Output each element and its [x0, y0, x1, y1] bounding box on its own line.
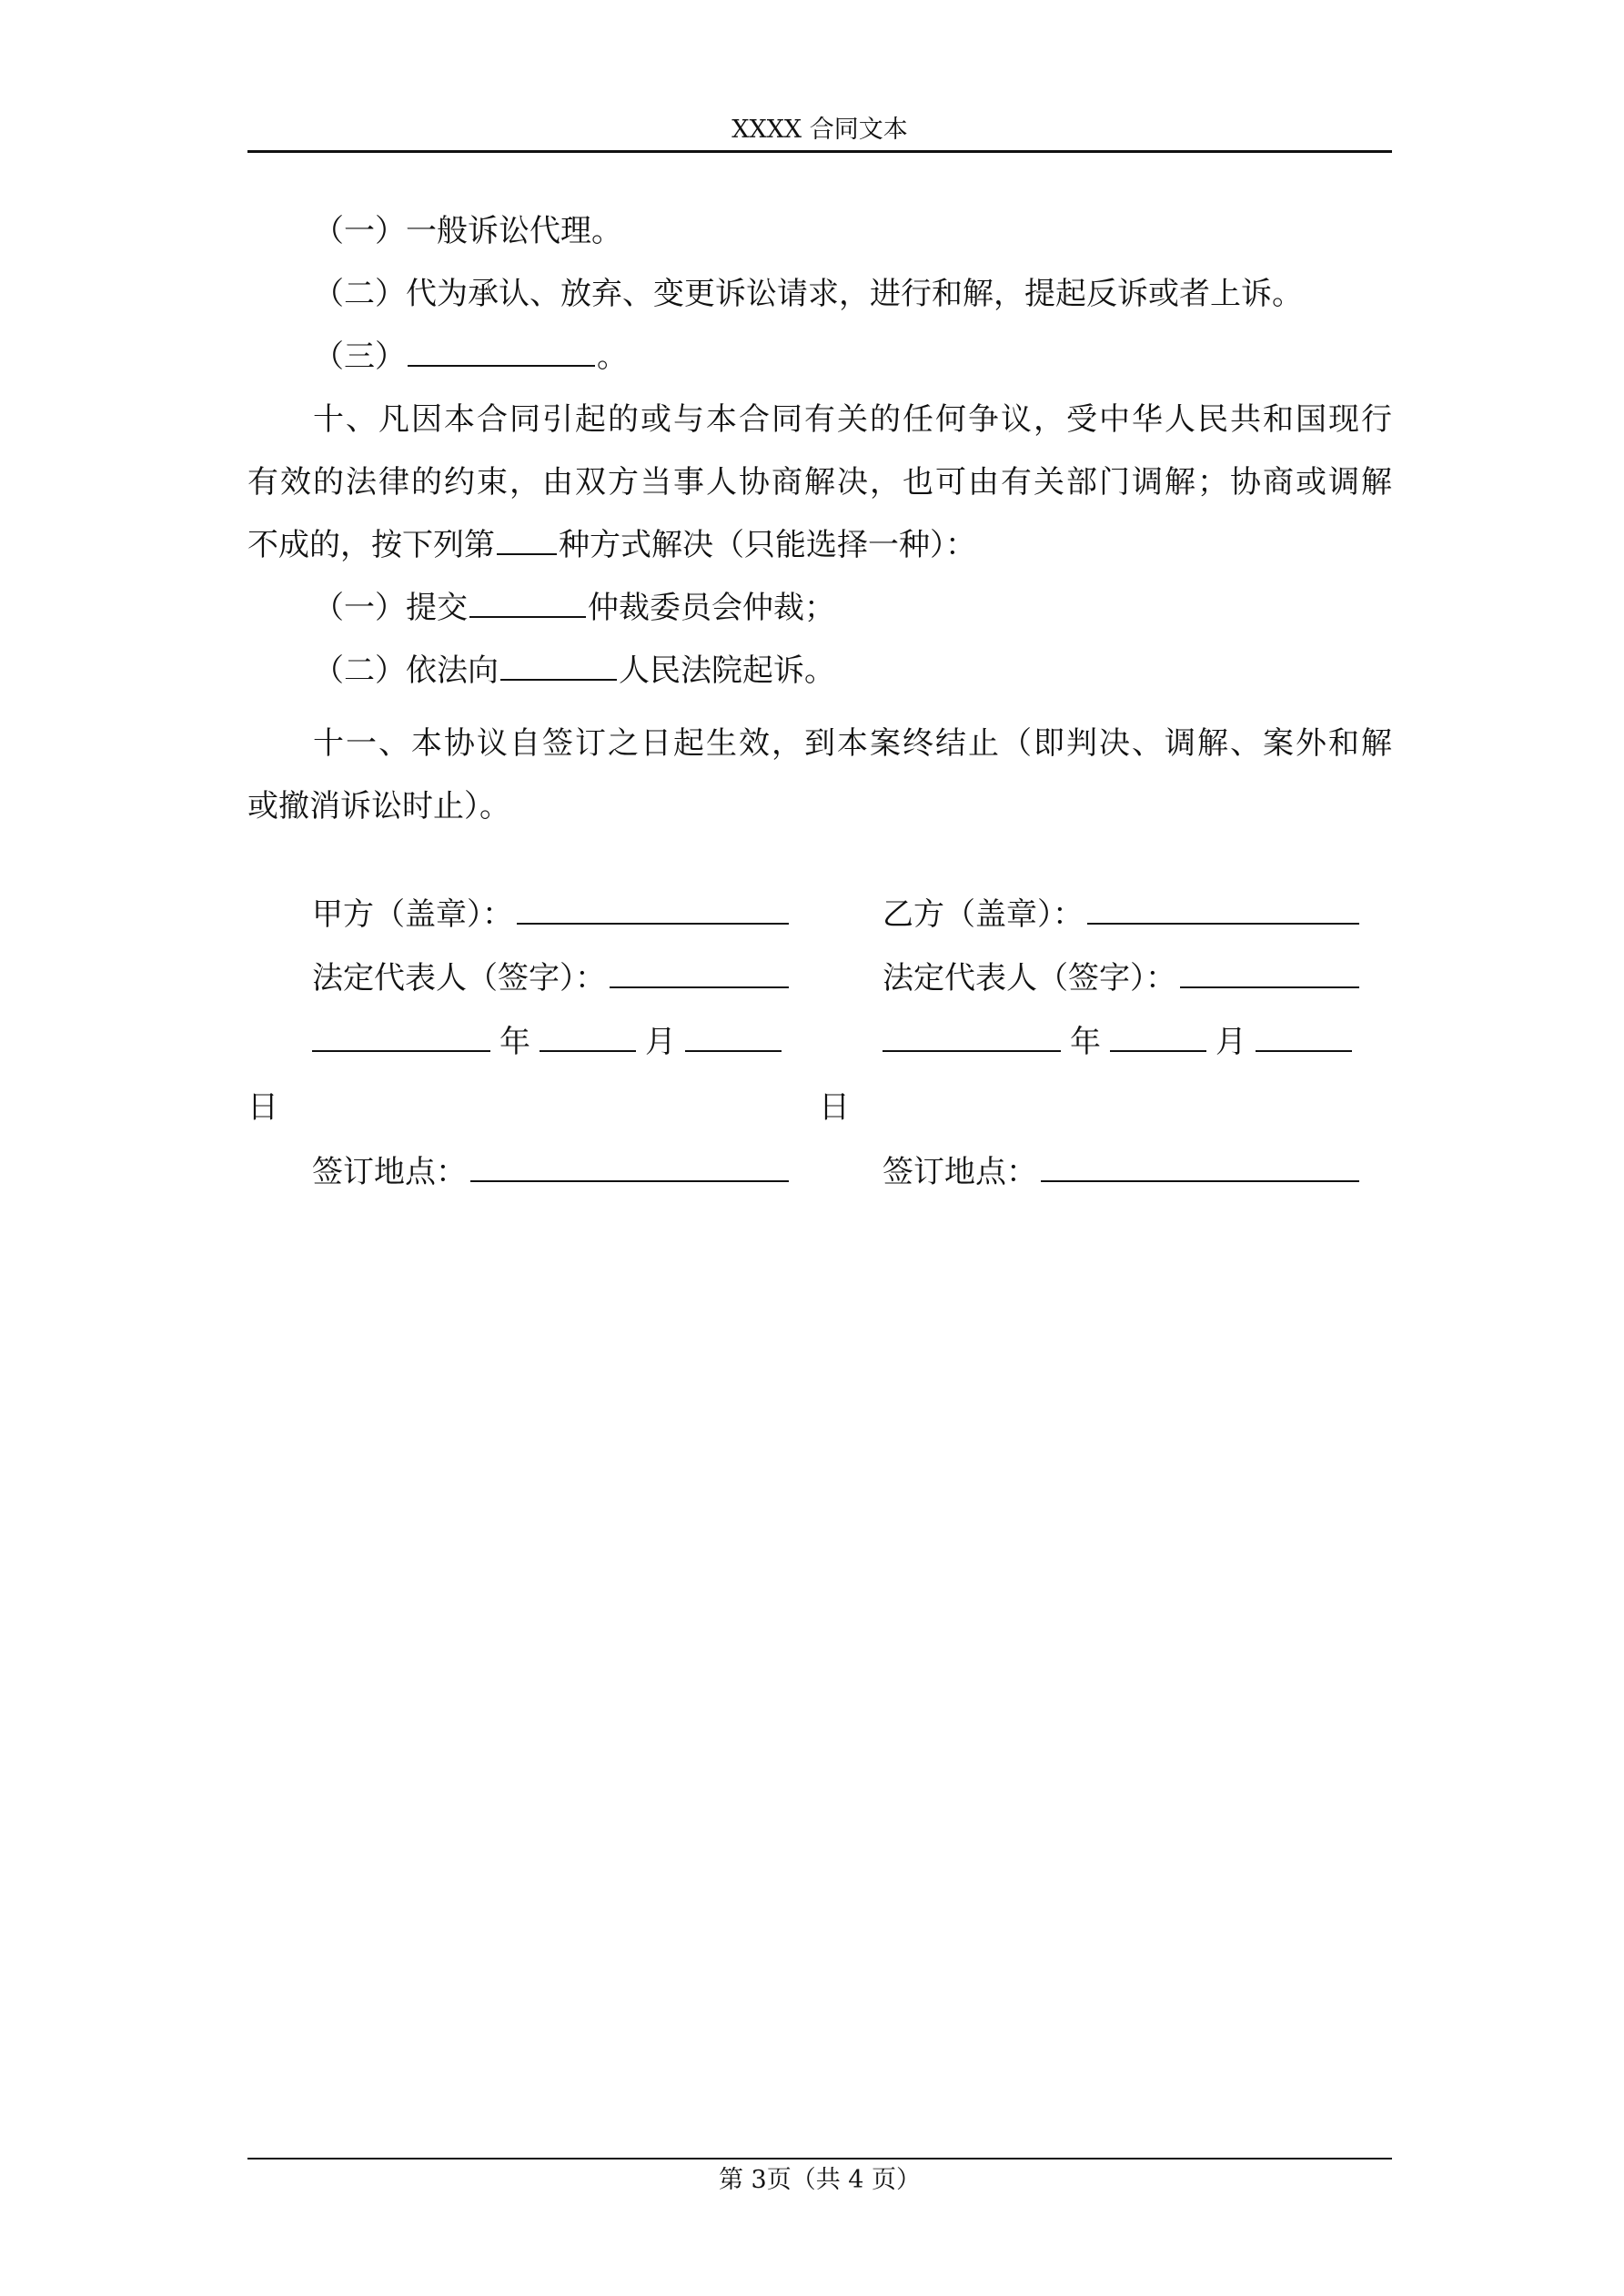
party-b-rep-label: 法定代表人（签字）：	[883, 960, 1176, 996]
agency-item-3-blank[interactable]	[408, 338, 595, 367]
arbitration-blank[interactable]	[469, 589, 586, 618]
option-2-prefix: （二）依法向	[313, 652, 499, 689]
agency-item-1: （一）一般诉讼代理。	[313, 213, 622, 249]
page-number: 第 3页（共 4 页）	[718, 2166, 922, 2194]
court-blank[interactable]	[500, 652, 617, 681]
party-b-rep-row	[883, 958, 1359, 998]
party-a-rep-label: 法定代表人（签字）：	[312, 960, 606, 996]
party-a-year-unit: 年	[499, 1024, 530, 1060]
party-a-place-label: 签订地点：	[312, 1154, 467, 1190]
footer-rule	[247, 2158, 1392, 2159]
method-number-blank[interactable]	[497, 526, 557, 555]
party-a-date-row	[312, 1022, 789, 1062]
agency-item-3-prefix: （三）	[313, 339, 406, 375]
party-b-signature-block	[883, 895, 1359, 1062]
party-b-place-row	[883, 1152, 1359, 1192]
party-b-place-blank[interactable]	[1041, 1153, 1359, 1182]
option-1-suffix: 仲裁委员会仲裁；	[588, 590, 835, 626]
party-a-place-blank[interactable]	[470, 1153, 789, 1182]
agency-item-3	[247, 337, 1392, 377]
party-b-month-unit: 月	[1215, 1024, 1246, 1060]
party-b-rep-blank[interactable]	[1180, 959, 1359, 988]
clause-10-prefix: 不成的，按下列第	[247, 527, 495, 563]
party-a-day-blank[interactable]	[685, 1023, 782, 1052]
party-b-place-label: 签订地点：	[883, 1154, 1037, 1190]
party-b-seal-row	[883, 895, 1359, 935]
party-a-place-row	[312, 1152, 789, 1192]
party-a-day-unit: 日	[247, 1089, 278, 1126]
option-2-suffix: 人民法院起诉。	[619, 652, 835, 689]
option-1-prefix: （一）提交	[313, 590, 468, 626]
party-a-seal-blank[interactable]	[517, 895, 789, 925]
party-a-seal-label: 甲方（盖章）：	[312, 896, 513, 933]
option-2	[247, 651, 1392, 691]
agency-item-2: （二）代为承认、放弃、变更诉讼请求，进行和解，提起反诉或者上诉。	[313, 276, 1303, 312]
party-b-month-blank[interactable]	[1110, 1023, 1206, 1052]
party-a-rep-row	[312, 958, 789, 998]
party-a-seal-row	[312, 895, 789, 935]
party-a-year-blank[interactable]	[312, 1023, 490, 1052]
party-a-month-unit: 月	[645, 1024, 676, 1060]
clause-10-line-3	[247, 525, 1392, 565]
clause-10-line-2: 有效的法律的约束，由双方当事人协商解决，也可由有关部门调解；协商或调解	[247, 464, 1392, 501]
party-b-day-unit: 日	[819, 1089, 850, 1126]
party-b-year-blank[interactable]	[883, 1023, 1061, 1052]
agency-item-3-suffix: 。	[597, 339, 628, 375]
party-b-seal-label: 乙方（盖章）：	[883, 896, 1084, 933]
party-a-month-blank[interactable]	[540, 1023, 636, 1052]
header-rule	[247, 150, 1392, 153]
party-b-seal-blank[interactable]	[1087, 895, 1359, 925]
header-title: XXXX 合同文本	[731, 116, 908, 144]
clause-11-line-2: 或撤消诉讼时止）。	[247, 788, 510, 824]
party-b-day-blank[interactable]	[1256, 1023, 1352, 1052]
clause-11-line-1: 十一、本协议自签订之日起生效，到本案终结止（即判决、调解、案外和解	[313, 725, 1392, 762]
option-1	[247, 588, 1392, 628]
party-b-date-row	[883, 1022, 1359, 1062]
party-a-signature-block	[312, 895, 789, 1062]
party-a-rep-blank[interactable]	[610, 959, 789, 988]
clause-10-suffix: 种方式解决（只能选择一种）：	[559, 527, 976, 563]
clause-10-line-1: 十、凡因本合同引起的或与本合同有关的任何争议，受中华人民共和国现行	[313, 401, 1392, 438]
party-b-year-unit: 年	[1070, 1024, 1101, 1060]
